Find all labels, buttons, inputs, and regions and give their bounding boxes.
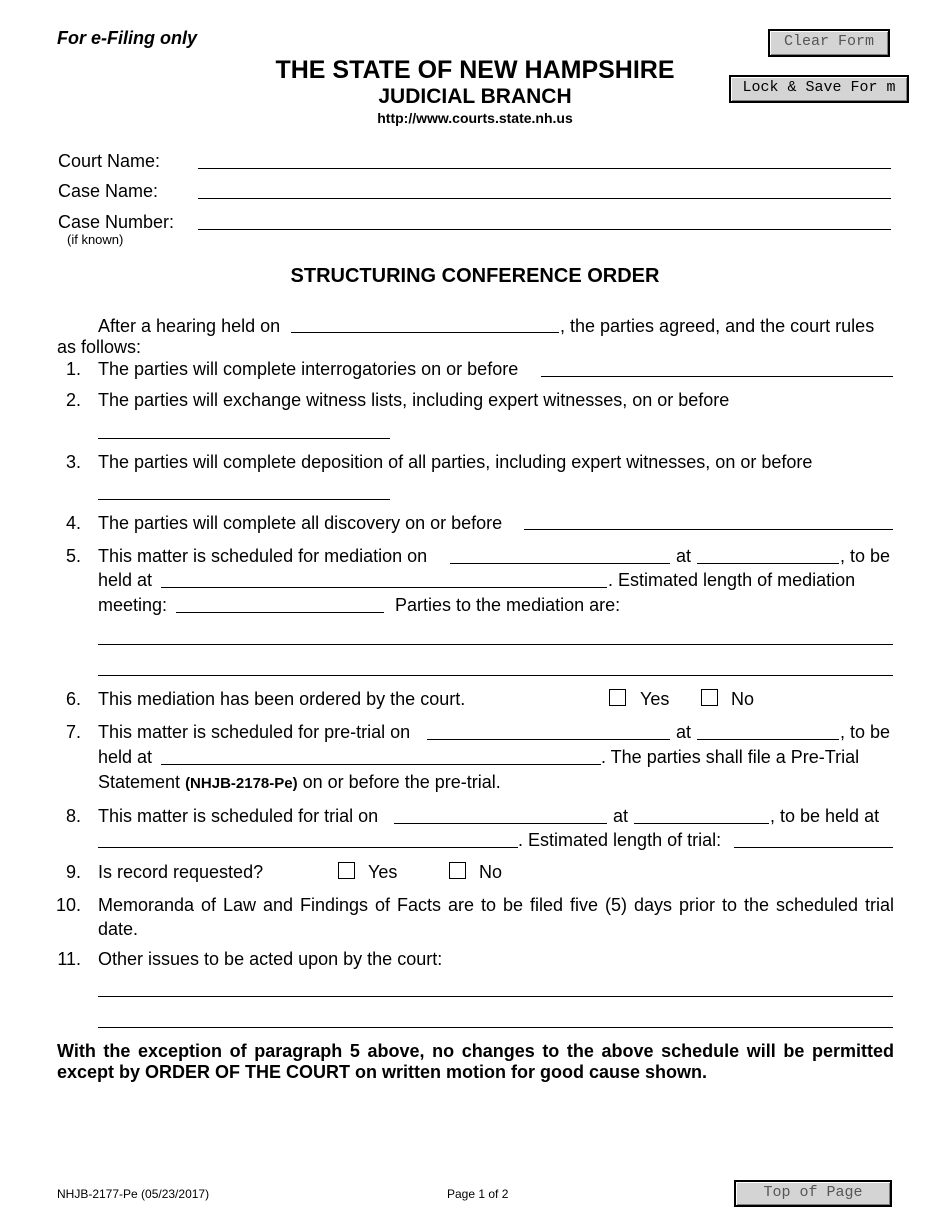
item-2-text: The parties will exchange witness lists, including expert witnesses, on or before xyxy=(98,390,730,410)
case-name-field[interactable] xyxy=(198,198,891,199)
mediation-length-field[interactable] xyxy=(176,612,384,613)
efiling-label: For e-Filing only xyxy=(57,28,197,48)
mediation-date-field[interactable] xyxy=(450,563,670,564)
no-label: No xyxy=(731,689,755,709)
intro-text-a: After a hearing held on xyxy=(98,316,281,336)
record-requested-no-checkbox[interactable] xyxy=(449,862,466,879)
no-label: No xyxy=(479,862,503,882)
item-5-at: at xyxy=(676,546,692,566)
statement-deadline: on or before the pre-trial. xyxy=(302,772,501,792)
item-number: 11. xyxy=(57,949,81,969)
mediation-ordered-no-checkbox[interactable] xyxy=(701,689,718,706)
order-title: STRUCTURING CONFERENCE ORDER xyxy=(290,265,660,287)
item-8-text-c: , to be held at xyxy=(770,806,880,826)
form-id: NHJB-2177-Pe (05/23/2017) xyxy=(57,1187,210,1201)
item-5-text-c: , to be xyxy=(840,546,891,566)
trial-location-field[interactable] xyxy=(98,847,518,848)
mediation-ordered-yes-checkbox[interactable] xyxy=(609,689,626,706)
trial-time-field[interactable] xyxy=(634,823,769,824)
item-7-text-d: held at xyxy=(98,747,153,767)
item-11-text: Other issues to be acted upon by the court: xyxy=(98,949,443,969)
page-number: Page 1 of 2 xyxy=(447,1187,509,1201)
item-6-text: This mediation has been ordered by the court. xyxy=(98,689,466,709)
item-number: 7. xyxy=(65,722,81,742)
item-8-text-d: . Estimated length of trial: xyxy=(518,830,722,850)
top-of-page-button[interactable]: Top of Page xyxy=(734,1180,892,1207)
mediation-parties-field-2[interactable] xyxy=(98,675,893,676)
item-5-text-f: meeting: xyxy=(98,595,168,615)
item-number: 4. xyxy=(65,513,81,533)
clear-form-button[interactable]: Clear Form xyxy=(768,29,890,57)
trial-date-field[interactable] xyxy=(394,823,607,824)
item-3-text: The parties will complete deposition of all parties, including expert witnesses, on or before xyxy=(98,452,813,472)
intro-text-b: , the parties agreed, and the court rules xyxy=(560,316,875,336)
other-issues-field-1[interactable] xyxy=(98,996,893,997)
deposition-date-field[interactable] xyxy=(98,499,390,500)
pretrial-form-id: (NHJB-2178-Pe) xyxy=(185,775,298,792)
item-10-text-a: Memoranda of Law and Findings of Facts are to be filed five (5) days prior to the scheduled trial xyxy=(98,895,894,915)
item-10-text-b: date. xyxy=(98,919,139,939)
court-name-field[interactable] xyxy=(198,168,891,169)
case-number-label: Case Number: xyxy=(58,212,175,232)
item-5-text-g: Parties to the mediation are: xyxy=(395,595,621,615)
item-5-text-a: This matter is scheduled for mediation on xyxy=(98,546,428,566)
branch-title: JUDICIAL BRANCH xyxy=(378,85,572,108)
statement-label: Statement xyxy=(98,772,181,792)
item-7-text-c: , to be xyxy=(840,722,891,742)
item-5-text-d: held at xyxy=(98,570,153,590)
item-1-text: The parties will complete interrogatories on or before xyxy=(98,359,519,379)
witness-lists-date-field[interactable] xyxy=(98,438,390,439)
item-7-text-f xyxy=(98,771,501,795)
item-7-at: at xyxy=(676,722,692,742)
yes-label: Yes xyxy=(640,689,670,709)
item-4-text: The parties will complete all discovery on or before xyxy=(98,513,503,533)
yes-label: Yes xyxy=(368,862,398,882)
state-title: THE STATE OF NEW HAMPSHIRE xyxy=(275,56,675,84)
trial-length-field[interactable] xyxy=(734,847,893,848)
schedule-note-line-2: except by ORDER OF THE COURT on written motion for good cause shown. xyxy=(57,1062,708,1082)
intro-text-c: as follows: xyxy=(57,337,142,357)
mediation-time-field[interactable] xyxy=(697,563,839,564)
pretrial-time-field[interactable] xyxy=(697,739,839,740)
case-number-field[interactable] xyxy=(198,229,891,230)
item-7-text-e: . The parties shall file a Pre-Trial xyxy=(601,747,860,767)
item-number: 2. xyxy=(65,390,81,410)
lock-save-form-button[interactable]: Lock & Save For m xyxy=(729,75,909,103)
item-number: 3. xyxy=(65,452,81,472)
item-number: 9. xyxy=(65,862,81,882)
schedule-note-line-1: With the exception of paragraph 5 above, no changes to the above schedule will be permitted xyxy=(57,1041,894,1061)
item-8-at: at xyxy=(613,806,629,826)
pretrial-location-field[interactable] xyxy=(161,764,601,765)
case-name-label: Case Name: xyxy=(58,181,159,201)
interrogatories-date-field[interactable] xyxy=(541,376,893,377)
item-8-text-a: This matter is scheduled for trial on xyxy=(98,806,379,826)
hearing-date-field[interactable] xyxy=(291,332,559,333)
item-number: 8. xyxy=(65,806,81,826)
mediation-parties-field-1[interactable] xyxy=(98,644,893,645)
item-number: 1. xyxy=(65,359,81,379)
other-issues-field-2[interactable] xyxy=(98,1027,893,1028)
pretrial-date-field[interactable] xyxy=(427,739,670,740)
item-number: 10. xyxy=(55,895,81,915)
item-number: 5. xyxy=(65,546,81,566)
mediation-location-field[interactable] xyxy=(161,587,607,588)
court-url: http://www.courts.state.nh.us xyxy=(377,110,573,126)
discovery-date-field[interactable] xyxy=(524,529,893,530)
item-number: 6. xyxy=(65,689,81,709)
record-requested-yes-checkbox[interactable] xyxy=(338,862,355,879)
item-9-text: Is record requested? xyxy=(98,862,264,882)
if-known-note: (if known) xyxy=(67,232,124,247)
court-name-label: Court Name: xyxy=(58,151,161,171)
item-7-text-a: This matter is scheduled for pre-trial on xyxy=(98,722,411,742)
item-5-text-e: . Estimated length of mediation xyxy=(608,570,856,590)
